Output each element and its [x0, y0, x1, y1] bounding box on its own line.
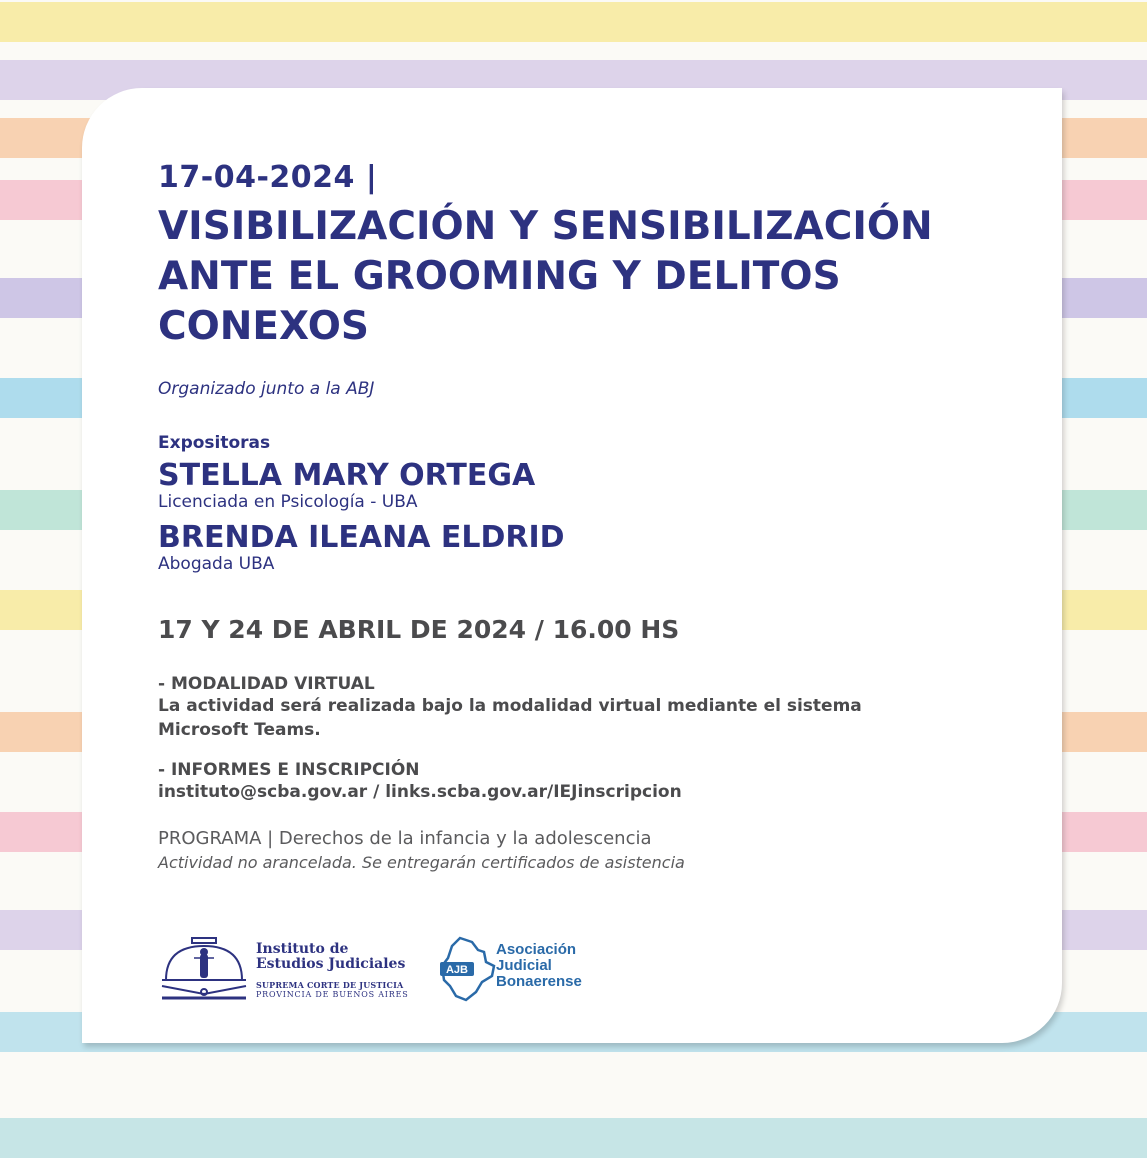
certificate-note: Actividad no arancelada. Se entregarán certificados de asistencia — [158, 852, 685, 872]
logos-row — [158, 936, 858, 1016]
courthouse-icon — [158, 936, 250, 1006]
event-content — [158, 160, 1002, 872]
speaker-1 — [158, 459, 1002, 513]
ajb-line-1: Asociación — [496, 941, 577, 958]
speaker-2 — [158, 521, 1002, 575]
stripe-teal-2 — [0, 1118, 1147, 1158]
title-line-1: VISIBILIZACIÓN Y SENSIBILIZACIÓN — [158, 204, 933, 249]
iej-province-line: PROVINCIA DE BUENOS AIRES — [256, 989, 409, 999]
ajb-badge: AJB — [445, 964, 469, 976]
stripe-yellow — [0, 2, 1147, 42]
modality-section — [158, 674, 1002, 742]
registration-section — [158, 760, 1002, 804]
title-line-3: CONEXOS — [158, 303, 369, 349]
iej-text-block — [256, 942, 408, 999]
modality-line-2: Microsoft Teams. — [158, 720, 321, 741]
iej-court-line: SUPREMA CORTE DE JUSTICIA — [256, 979, 404, 990]
program-label: PROGRAMA | Derechos de la infancia y la adolescencia — [158, 827, 652, 849]
ajb-line-3: Bonaerense — [496, 972, 582, 990]
ajb-text-block — [496, 942, 582, 989]
iej-name-line-2: Estudios Judiciales — [256, 956, 406, 973]
modality-line-1: La actividad será realizada bajo la modalidad virtual mediante el sistema — [158, 696, 862, 717]
event-card — [82, 88, 1062, 1043]
event-schedule: 17 Y 24 DE ABRIL DE 2024 / 16.00 HS — [158, 615, 680, 645]
ajb-logo — [438, 936, 638, 1006]
modality-heading: - MODALIDAD VIRTUAL — [158, 674, 375, 695]
ajb-line-2: Judicial — [496, 956, 552, 974]
speaker-1-name: STELLA MARY ORTEGA — [158, 457, 536, 493]
title-line-2: ANTE EL GROOMING Y DELITOS — [158, 253, 841, 299]
event-date-label: 17-04-2024 | — [158, 160, 378, 195]
speaker-1-role: Licenciada en Psicología - UBA — [158, 491, 418, 512]
speakers-heading: Expositoras — [158, 432, 271, 453]
iej-logo — [158, 936, 418, 1006]
registration-heading: - INFORMES E INSCRIPCIÓN — [158, 760, 420, 781]
province-map-icon — [438, 936, 498, 1002]
registration-contact[interactable]: instituto@scba.gov.ar / links.scba.gov.ar/IEJinscripcion — [158, 782, 682, 803]
event-title — [158, 202, 1002, 352]
iej-name-line-1: Instituto de — [256, 941, 349, 957]
speaker-2-role: Abogada UBA — [158, 553, 275, 574]
organizer-text: Organizado junto a la ABJ — [158, 378, 375, 399]
speaker-2-name: BRENDA ILEANA ELDRID — [158, 519, 565, 555]
